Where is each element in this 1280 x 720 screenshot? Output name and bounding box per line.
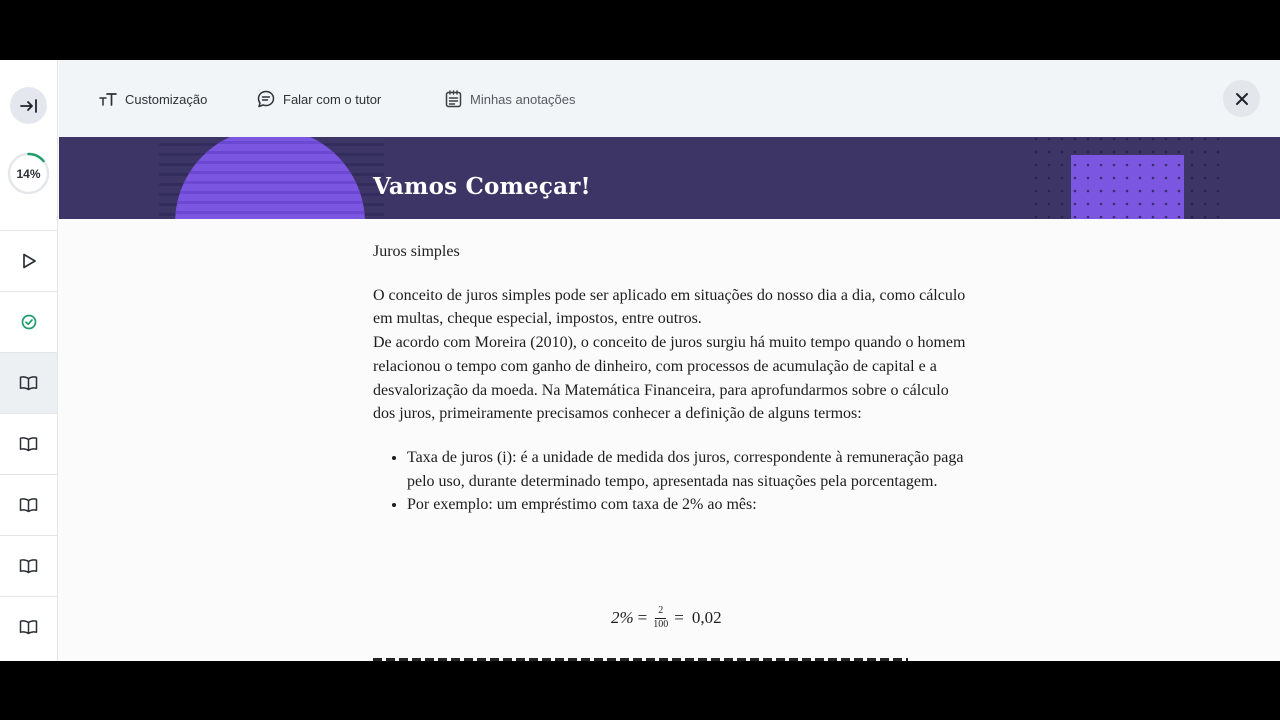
notes-label: Minhas anotações xyxy=(470,91,576,107)
fraction-denominator: 100 xyxy=(653,619,669,630)
fraction-numerator: 2 xyxy=(655,605,666,619)
sidebar-item-completed[interactable] xyxy=(0,291,57,352)
my-notes-button[interactable] xyxy=(445,89,576,109)
lesson-banner xyxy=(59,137,1280,219)
text-size-icon xyxy=(99,92,117,106)
banner-title: Vamos Começar! xyxy=(373,173,591,200)
book-icon xyxy=(19,558,38,574)
close-button[interactable] xyxy=(1223,80,1260,117)
formula-fraction xyxy=(653,605,668,631)
collapse-sidebar-button[interactable] xyxy=(10,87,47,124)
talk-to-tutor-button[interactable] xyxy=(257,89,381,109)
formula-rhs: 0,02 xyxy=(691,608,722,627)
notepad-icon xyxy=(445,90,462,108)
list-item: • Taxa de juros (i): é a unidade de medida dos juros, correspondente à remuneração paga pelo uso, durante determinado tempo, apresentada nas situações pela porcentagem. xyxy=(407,446,973,493)
chat-bubble-icon xyxy=(257,90,275,108)
formula xyxy=(611,605,722,631)
paragraph: De acordo com Moreira (2010), o conceito de juros surgiu há muito tempo quando o homem relacionou o tempo com ganho de dinheiro, com processos de acumulação de capital e a desvalorização da moeda. Na Matemática Financeira, para aprofundarmos sobre o cálculo dos juros, primeiramente precisamos conhecer a definição de alguns termos: xyxy=(373,334,966,423)
list-item: • Por exemplo: um empréstimo com taxa de 2% ao mês: xyxy=(407,493,973,517)
formula-lhs: 2% xyxy=(611,608,634,627)
collapse-right-icon xyxy=(20,99,38,113)
progress-label: 14% xyxy=(16,166,41,181)
customize-button[interactable] xyxy=(99,89,207,109)
sidebar xyxy=(0,60,58,661)
tutor-label: Falar com o tutor xyxy=(283,91,382,107)
book-icon xyxy=(19,436,38,452)
check-circle-icon xyxy=(21,314,37,330)
cutoff-text xyxy=(373,656,973,661)
progress-indicator xyxy=(7,152,50,195)
app-window xyxy=(0,60,1280,661)
top-toolbar xyxy=(59,60,1280,137)
sidebar-item-video[interactable] xyxy=(0,230,57,291)
sidebar-item-reading-5[interactable] xyxy=(0,596,57,657)
formula-equals: = xyxy=(637,608,648,627)
close-icon xyxy=(1235,92,1249,106)
lesson-content xyxy=(373,240,973,517)
banner-decoration xyxy=(59,137,1280,219)
section-heading: Juros simples xyxy=(373,243,460,260)
book-icon xyxy=(19,497,38,513)
paragraph: O conceito de juros simples pode ser aplicado em situações do nosso dia a dia, como cálculo em multas, cheque especial, impostos, entre outros. xyxy=(373,286,966,328)
customize-label: Customização xyxy=(125,91,208,107)
sidebar-item-reading-3[interactable] xyxy=(0,474,57,535)
sidebar-item-reading-4[interactable] xyxy=(0,535,57,596)
terms-list xyxy=(407,446,973,517)
sidebar-item-reading-2[interactable] xyxy=(0,413,57,474)
book-icon xyxy=(19,375,38,391)
sidebar-item-reading-1[interactable] xyxy=(0,352,57,413)
book-icon xyxy=(19,619,38,635)
play-icon xyxy=(20,252,38,270)
formula-equals: = xyxy=(674,608,684,627)
